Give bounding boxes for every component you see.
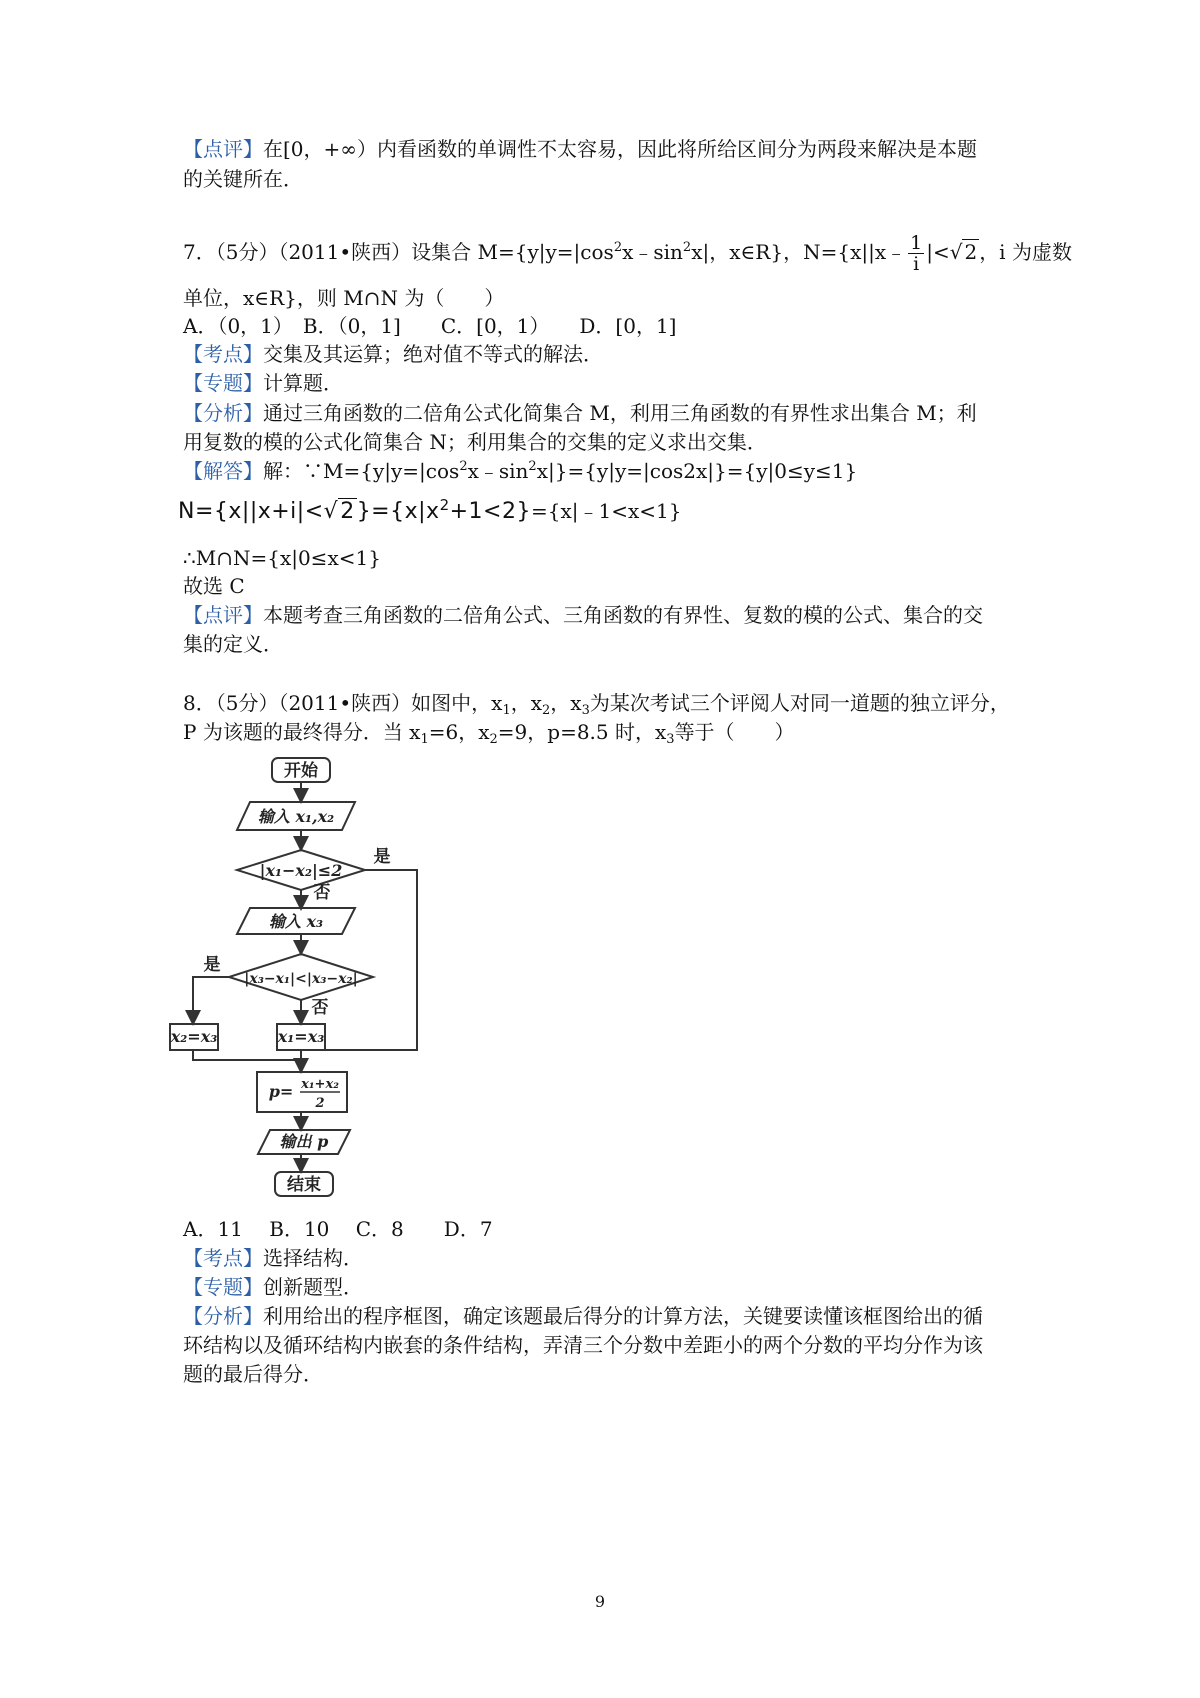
flow-p-num: x₁+x₂	[301, 1077, 339, 1092]
q8-fenxi-line3: 题的最后得分．	[183, 1362, 323, 1386]
page-number: 9	[594, 1592, 606, 1611]
q7-fenxi-line2: 用复数的模的公式化简集合 N；利用集合的交集的定义求出交集．	[183, 430, 767, 454]
flow-cond2-label: |x₃−x₁|<|x₃−x₂|	[244, 971, 358, 987]
flow-assign-right-label: x₁=x₃	[277, 1027, 325, 1046]
flow-p-label: p=	[268, 1082, 294, 1101]
q7-kaodian: 【考点】交集及其运算；绝对值不等式的解法．	[183, 342, 603, 366]
q7-fenxi-line1: 【分析】通过三角函数的二倍角公式化简集合 M，利用三角函数的有界性求出集合 M；利	[183, 401, 977, 425]
q8-stem-line1: 8．（5分）（2011•陕西）如图中，$x_1$，$x_2$，$x_3$为某次考试三个评阅人对同一道题的独立评分，	[183, 691, 1010, 718]
flow-input12-label: 输入 x₁,x₂	[257, 807, 335, 826]
q7-choose: 故选 C	[183, 574, 245, 598]
prev-comment-line1: 【点评】在[0，+∞）内看函数的单调性不太容易，因此将所给区间分为两段来解决是本题	[183, 137, 977, 161]
q7-jieda: 【解答】解：$\because M=\{y|y=|\cos^2x﹣\sin^2x|\}=\{y|y=|\cos 2x|\}=\{y|0\le y\le 1\}$	[183, 459, 858, 483]
flow-p-den: 2	[315, 1096, 325, 1111]
q8-fenxi-line2: 环结构以及循环结构内嵌套的条件结构，弄清三个分数中差距小的两个分数的平均分作为该	[183, 1333, 983, 1357]
flowchart	[160, 750, 480, 1210]
flow-yes2-label: 是	[203, 955, 221, 975]
flow-start-label: 开始	[284, 761, 318, 781]
q8-stem-line2: P 为该题的最终得分．当 $x_1=6$，$x_2=9$，p=8.5 时，$x_3$等于（ ）	[183, 720, 795, 747]
fraction-1-over-i: $\frac{1}{i}$	[910, 232, 923, 275]
sqrt-2: √ 2	[949, 240, 978, 264]
q7-n-equation: $N=\{x||x+i|<√2\}=\{x|x^2+1<2\}=\{x|﹣1<x<1\}$	[178, 496, 682, 524]
q7-dianping-line1: 【点评】本题考查三角函数的二倍角公式、三角函数的有界性、复数的模的公式、集合的交	[183, 603, 983, 627]
flow-no2-label: 否	[311, 998, 329, 1018]
flow-assign-left-label: x₂=x₃	[170, 1027, 218, 1046]
flow-no1-label: 否	[313, 883, 331, 903]
q8-fenxi-line1: 【分析】利用给出的程序框图，确定该题最后得分的计算方法，关键要读懂该框图给出的循	[183, 1304, 983, 1328]
flow-output-label: 输出 p	[279, 1132, 329, 1151]
flow-input3-label: 输入 x₃	[268, 912, 324, 931]
q8-zhuanti: 【专题】创新题型．	[183, 1275, 363, 1299]
prev-comment-line2: 的关键所在．	[183, 167, 303, 191]
q8-options: A．11 B．10 C．8 D．7	[183, 1217, 493, 1241]
flow-cond1-label: |x₁−x₂|≤2	[259, 861, 343, 880]
comment-tag: 【点评】	[183, 137, 263, 161]
q7-therefore: ∴M∩N={x|0≤x<1}	[183, 546, 381, 570]
q7-options: A．（0，1） B．（0，1] C．[0，1） D．[0，1]	[183, 314, 677, 338]
q7-zhuanti: 【专题】计算题．	[183, 371, 343, 395]
q7-stem-line1: 7．（5分）（2011•陕西）设集合 $M=\{y|y=|\cos^2x﹣\sin^2x|$，x∈R}，N={x||x﹣ $\frac{1}{i}$ |<√ 2 ，i 为虚数	[183, 232, 1072, 275]
q8-kaodian: 【考点】选择结构．	[183, 1246, 363, 1270]
flow-yes1-label: 是	[373, 847, 391, 867]
q7-dianping-line2: 集的定义．	[183, 632, 283, 656]
q7-stem-line2: 单位，x∈R}，则 M∩N 为（ ）	[183, 286, 505, 310]
flow-end-label: 结束	[287, 1175, 321, 1195]
